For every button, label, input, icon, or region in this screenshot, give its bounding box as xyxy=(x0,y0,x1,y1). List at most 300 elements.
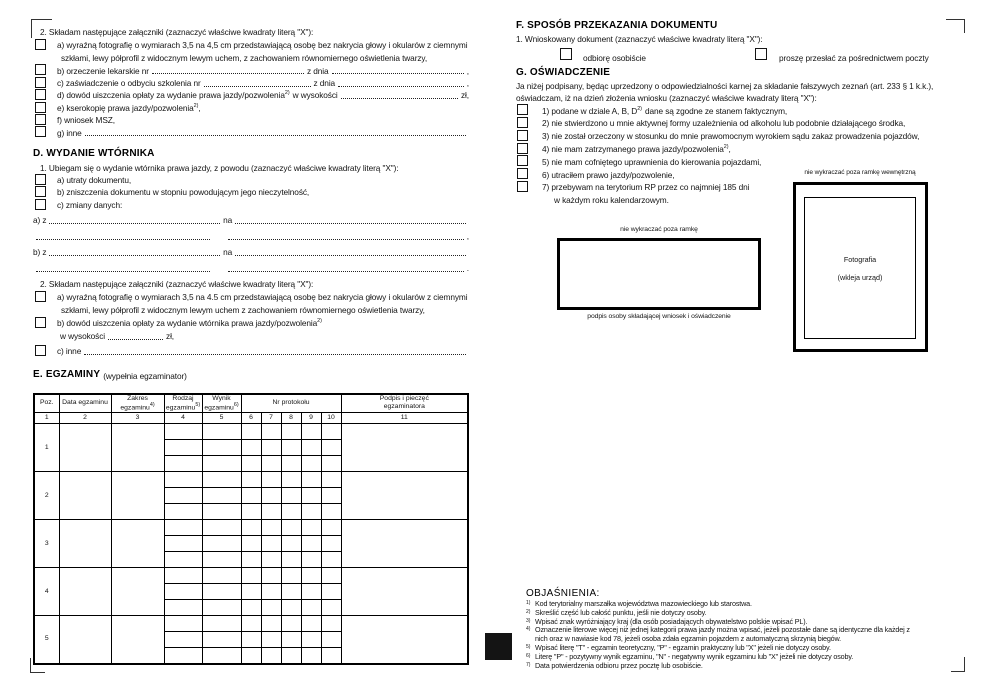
exam-cell[interactable] xyxy=(301,632,321,648)
exam-cell[interactable] xyxy=(202,584,241,600)
exam-cell[interactable] xyxy=(301,504,321,520)
exam-cell[interactable] xyxy=(202,440,241,456)
item-text: , xyxy=(466,78,469,89)
col-number: 2 xyxy=(59,413,111,424)
exam-cell[interactable] xyxy=(301,552,321,568)
exam-cell[interactable] xyxy=(261,424,281,440)
item-text: szkłami, lewy półprofil z widocznym lewym uchem z zachowaniem równomiernego oświetlenia twarzy, xyxy=(61,304,425,315)
statement-intro-2 xyxy=(516,91,968,103)
statement-item-5 xyxy=(516,154,968,167)
exam-cell[interactable] xyxy=(202,504,241,520)
exam-cell[interactable] xyxy=(321,616,341,632)
item-text: a) z xyxy=(33,214,47,225)
exam-cell[interactable] xyxy=(164,456,202,472)
exam-cell[interactable] xyxy=(202,552,241,568)
statement-item-2 xyxy=(516,115,968,128)
exam-cell[interactable] xyxy=(241,440,261,456)
exam-scope-cell[interactable] xyxy=(111,616,164,664)
exams-colnumber-row xyxy=(34,413,468,424)
exam-cell[interactable] xyxy=(261,520,281,536)
exam-cell[interactable] xyxy=(321,584,341,600)
attachments2-item-a-cont xyxy=(33,302,469,315)
col-header-wynik: Wynik egzaminu$^{6)}$ xyxy=(202,394,241,413)
exam-cell[interactable] xyxy=(202,536,241,552)
attachments2-item-c xyxy=(33,341,469,356)
item-text: , xyxy=(466,230,469,241)
footnote-ref: 2) xyxy=(317,318,322,325)
exam-cell[interactable] xyxy=(241,600,261,616)
footnote-ref: 2) xyxy=(193,103,199,110)
exam-signature-cell[interactable] xyxy=(341,424,468,472)
footnote-marker: 6) xyxy=(526,652,531,659)
item-text: z dnia xyxy=(307,65,329,76)
exam-cell[interactable] xyxy=(301,488,321,504)
footnote-text: Data potwierdzenia odbioru przez pocztę lub osobiście. xyxy=(535,660,703,670)
footnote-text: Wpisać znak wyróżniający kraj (dla osób posiadających obywatelstwo polskie wpisać PL). xyxy=(535,616,808,626)
item-text: w wysokości xyxy=(60,330,106,341)
exam-table-row xyxy=(34,616,468,632)
col-number: 7 xyxy=(261,413,281,424)
footnote-ref: 5) xyxy=(195,401,201,408)
exam-cell[interactable] xyxy=(261,568,281,584)
exam-scope-cell[interactable] xyxy=(111,568,164,616)
checkbox-attachments1-d[interactable] xyxy=(35,89,46,100)
exam-scope-cell[interactable] xyxy=(111,424,164,472)
attachments2-item-a xyxy=(33,289,469,302)
item-text: 6) utraciłem prawo jazdy/pozwolenie, xyxy=(542,169,675,180)
exam-cell[interactable] xyxy=(261,440,281,456)
exam-cell[interactable] xyxy=(321,568,341,584)
exam-cell[interactable] xyxy=(164,488,202,504)
exam-signature-cell[interactable] xyxy=(341,520,468,568)
col-number: 1 xyxy=(34,413,59,424)
exam-scope-cell[interactable] xyxy=(111,520,164,568)
exam-cell[interactable] xyxy=(301,568,321,584)
exam-cell[interactable] xyxy=(301,440,321,456)
item-text: c) zmiany danych: xyxy=(57,199,123,210)
section-intro: 2. Składam następujące załączniki (zaznaczyć właściwe kwadraty literą "X"): xyxy=(40,278,314,289)
section-heading: F. SPOSÓB PRZEKAZANIA DOKUMENTU xyxy=(516,19,718,31)
item-text: a) utraty dokumentu, xyxy=(57,175,132,186)
attachments1-item-g xyxy=(33,125,469,137)
exam-signature-cell[interactable] xyxy=(341,568,468,616)
exam-cell[interactable] xyxy=(321,456,341,472)
photo-frame xyxy=(793,182,928,352)
checkbox-attachments2-b[interactable] xyxy=(35,317,46,328)
exam-cell[interactable] xyxy=(164,568,202,584)
footnote-text: Literę "P" - pozytywny wynik egzaminu, "N" - negatywny wynik egzaminu lub "X" jeżeli nie dotyczy osoby. xyxy=(535,651,854,661)
exam-cell[interactable] xyxy=(281,632,301,648)
col-number: 11 xyxy=(341,413,468,424)
exam-cell[interactable] xyxy=(321,552,341,568)
exam-cell[interactable] xyxy=(261,456,281,472)
exam-date-cell[interactable] xyxy=(59,472,111,520)
item-text: b) z xyxy=(33,246,47,257)
exam-date-cell[interactable] xyxy=(59,568,111,616)
section-g-title xyxy=(516,64,968,78)
exam-cell[interactable] xyxy=(301,616,321,632)
exam-cell[interactable] xyxy=(241,488,261,504)
statement-intro-1 xyxy=(516,78,968,91)
footnotes-list xyxy=(526,600,924,670)
exam-cell[interactable] xyxy=(321,440,341,456)
exam-row-number: 3 xyxy=(34,520,59,568)
right-column xyxy=(516,18,968,205)
item-text: zł, xyxy=(166,330,175,341)
exam-cell[interactable] xyxy=(301,648,321,664)
exam-cell[interactable] xyxy=(164,648,202,664)
exam-cell[interactable] xyxy=(241,552,261,568)
change-line-b xyxy=(33,241,469,257)
col-number: 9 xyxy=(301,413,321,424)
exam-cell[interactable] xyxy=(301,584,321,600)
exam-cell[interactable] xyxy=(164,600,202,616)
col-number: 6 xyxy=(241,413,261,424)
section-d-title xyxy=(33,145,469,159)
checkbox-attachments1-f[interactable] xyxy=(35,114,46,125)
fill-line-new-value[interactable] xyxy=(228,239,464,240)
attachments1-item-d xyxy=(33,88,469,100)
attachments1-item-b xyxy=(33,63,469,75)
exam-table-row xyxy=(34,472,468,488)
exam-row-number: 1 xyxy=(34,424,59,472)
fill-line-old-value[interactable] xyxy=(36,271,210,272)
item-text: b) dowód uiszczenia opłaty za wydanie wtórnika prawa jazdy/pozwolenia$^{2)}$ xyxy=(57,317,322,328)
exam-row-number: 2 xyxy=(34,472,59,520)
statement-item-1 xyxy=(516,103,968,116)
crop-mark-bottom-right xyxy=(951,657,965,672)
exam-cell[interactable] xyxy=(164,424,202,440)
checkbox-statement-3[interactable] xyxy=(517,130,528,141)
attachments1-item-a-cont xyxy=(33,50,469,63)
exam-cell[interactable] xyxy=(202,520,241,536)
exam-cell[interactable] xyxy=(261,504,281,520)
exam-cell[interactable] xyxy=(281,456,301,472)
exam-cell[interactable] xyxy=(261,616,281,632)
item-text: b) orzeczenie lekarskie nr xyxy=(57,65,149,76)
footnote-marker: 7) xyxy=(526,661,531,668)
exam-cell[interactable] xyxy=(281,520,301,536)
exam-cell[interactable] xyxy=(321,488,341,504)
exam-cell[interactable] xyxy=(281,488,301,504)
section-intro: 2. Składam następujące załączniki (zaznaczyć właściwe kwadraty literą "X"): xyxy=(40,27,314,38)
exam-cell[interactable] xyxy=(261,600,281,616)
exams-header-row xyxy=(34,394,468,413)
exam-cell[interactable] xyxy=(301,456,321,472)
col-number: 10 xyxy=(321,413,341,424)
exam-row-number: 4 xyxy=(34,568,59,616)
exam-cell[interactable] xyxy=(321,648,341,664)
exam-cell[interactable] xyxy=(202,488,241,504)
exam-cell[interactable] xyxy=(261,488,281,504)
item-text: szkłami, lewy półprofil z widocznym lewym uchem, z zachowaniem równomiernego oświetlenia twarzy, xyxy=(61,53,428,64)
signature-caption: podpis osoby składającej wniosek i oświadczenie xyxy=(587,313,731,320)
footnote-ref: 4) xyxy=(149,401,155,408)
col-number: 5 xyxy=(202,413,241,424)
checkbox-delivery-personal[interactable] xyxy=(560,48,572,60)
fill-line-date[interactable] xyxy=(338,86,464,87)
footnote-item xyxy=(526,626,924,644)
exam-cell[interactable] xyxy=(164,440,202,456)
checkbox-attachments2-a[interactable] xyxy=(35,291,46,302)
exam-signature-cell[interactable] xyxy=(341,616,468,664)
exam-cell[interactable] xyxy=(301,536,321,552)
footnote-marker: 2) xyxy=(526,608,531,615)
exam-cell[interactable] xyxy=(261,584,281,600)
footnote-marker: 1) xyxy=(526,600,531,606)
section-e-title xyxy=(33,366,469,381)
section-intro: 1. Wnioskowany dokument (zaznaczyć właściwe kwadraty literą "X"): xyxy=(516,34,763,45)
checkbox-statement-6[interactable] xyxy=(517,168,528,179)
checkbox-attachments1-g[interactable] xyxy=(35,126,46,137)
statement-text: Ja niżej podpisany, będąc uprzedzony o odpowiedzialności karnej za składanie fałszywych zeznań (art. 233 § 1 k.k.), xyxy=(516,80,934,91)
attachments2-item-b xyxy=(33,315,469,328)
item-text: 7) przebywam na terytorium RP przez co najmniej 185 dni xyxy=(542,182,750,193)
exam-cell[interactable] xyxy=(241,536,261,552)
fill-line-old-value[interactable] xyxy=(49,255,220,256)
exam-cell[interactable] xyxy=(202,568,241,584)
exam-cell[interactable] xyxy=(202,632,241,648)
fill-line-other[interactable] xyxy=(84,354,466,355)
exam-cell[interactable] xyxy=(281,648,301,664)
photo-sublabel: (wkleja urząd) xyxy=(837,272,883,282)
col-header-zakres: Zakres egzaminu$^{4)}$ xyxy=(111,394,164,413)
exam-cell[interactable] xyxy=(164,632,202,648)
section-heading: D. WYDANIE WTÓRNIKA xyxy=(33,147,155,159)
item-text: 4) nie mam zatrzymanego prawa jazdy/pozwolenia$^{2)}$, xyxy=(542,143,731,154)
exam-cell[interactable] xyxy=(321,632,341,648)
exam-cell[interactable] xyxy=(281,424,301,440)
exam-cell[interactable] xyxy=(164,472,202,488)
statement-item-3 xyxy=(516,128,968,141)
exam-cell[interactable] xyxy=(281,536,301,552)
exam-cell[interactable] xyxy=(301,600,321,616)
exams-table xyxy=(33,393,469,665)
exam-cell[interactable] xyxy=(241,616,261,632)
section-heading: G. OŚWIADCZENIE xyxy=(516,66,611,78)
exam-cell[interactable] xyxy=(202,472,241,488)
fill-line-old-value[interactable] xyxy=(36,239,210,240)
exam-cell[interactable] xyxy=(164,520,202,536)
fill-line-other[interactable] xyxy=(85,135,466,136)
option-label: proszę przesłać za pośrednictwem poczty xyxy=(779,53,929,64)
col-number: 8 xyxy=(281,413,301,424)
exam-cell[interactable] xyxy=(241,520,261,536)
exam-table-row xyxy=(34,568,468,584)
checkbox-duplicate-a[interactable] xyxy=(35,174,46,185)
footnotes-section xyxy=(526,588,924,670)
col-header-poz: Poz. xyxy=(34,394,59,413)
checkbox-statement-5[interactable] xyxy=(517,155,528,166)
item-text: 1) podane w dziale A, B, $D^{2)}$ xyxy=(542,105,642,116)
item-text: c) zaświadczenie o odbyciu szkolenia nr xyxy=(57,78,201,89)
exam-cell[interactable] xyxy=(301,472,321,488)
attachments1-item-a xyxy=(33,37,469,50)
fill-line-number[interactable] xyxy=(204,86,311,87)
exam-cell[interactable] xyxy=(321,472,341,488)
exam-cell[interactable] xyxy=(321,424,341,440)
checkbox-attachments2-c[interactable] xyxy=(35,345,46,356)
footnote-text: Wpisać literę "T" - egzamin teoretyczny, "P" - egzamin praktyczny lub "X" jeżeli nie dotyczy osoby. xyxy=(535,642,831,652)
checkbox-statement-7[interactable] xyxy=(517,181,528,192)
exam-cell[interactable] xyxy=(241,648,261,664)
exam-date-cell[interactable] xyxy=(59,520,111,568)
item-text: 5) nie mam cofniętego uprawnienia do kierowania pojazdami, xyxy=(542,156,762,167)
fill-line-old-value[interactable] xyxy=(49,223,220,224)
exam-cell[interactable] xyxy=(321,536,341,552)
exam-date-cell[interactable] xyxy=(59,616,111,664)
footnote-ref: 2) xyxy=(723,144,729,151)
checkbox-attachments1-e[interactable] xyxy=(35,102,46,113)
signature-note: nie wykraczać poza ramkę xyxy=(620,226,698,233)
fill-line-date[interactable] xyxy=(332,73,464,74)
exam-signature-cell[interactable] xyxy=(341,472,468,520)
checkbox-duplicate-c[interactable] xyxy=(35,199,46,210)
duplicate-item-a xyxy=(33,172,469,184)
fill-line-amount[interactable] xyxy=(108,339,163,340)
exam-cell[interactable] xyxy=(241,632,261,648)
change-line-a xyxy=(33,210,469,225)
photo-label: Fotografia xyxy=(843,254,877,264)
exam-cell[interactable] xyxy=(281,552,301,568)
col-header-rodzaj: Rodzaj egzaminu$^{5)}$ xyxy=(165,394,201,411)
exam-cell[interactable] xyxy=(241,456,261,472)
checkbox-statement-4[interactable] xyxy=(517,143,528,154)
exam-cell[interactable] xyxy=(261,472,281,488)
fill-line-new-value[interactable] xyxy=(235,255,466,256)
photo-paste-area xyxy=(804,197,916,339)
checkbox-duplicate-b[interactable] xyxy=(35,186,46,197)
fill-line-new-value[interactable] xyxy=(228,271,464,272)
item-text: , xyxy=(466,65,469,76)
col-header-podpis: Podpis i pieczęć egzaminatora xyxy=(341,394,468,413)
exam-cell[interactable] xyxy=(281,600,301,616)
exam-cell[interactable] xyxy=(281,504,301,520)
item-text: zł, xyxy=(461,90,469,101)
attachments1-title xyxy=(33,24,469,37)
exam-cell[interactable] xyxy=(261,648,281,664)
checkbox-statement-1[interactable] xyxy=(517,104,528,115)
exam-cell[interactable] xyxy=(321,504,341,520)
exam-cell[interactable] xyxy=(164,504,202,520)
exam-cell[interactable] xyxy=(241,504,261,520)
exam-table-row xyxy=(34,520,468,536)
exam-cell[interactable] xyxy=(301,520,321,536)
exam-cell[interactable] xyxy=(241,568,261,584)
item-text: na xyxy=(223,246,233,257)
exam-date-cell[interactable] xyxy=(59,424,111,472)
exam-cell[interactable] xyxy=(202,456,241,472)
footnote-text: Skreślić część lub całość punktu, jeśli nie dotyczy osoby. xyxy=(535,607,707,617)
exam-cell[interactable] xyxy=(241,584,261,600)
fill-line-amount[interactable] xyxy=(341,98,458,99)
exam-cell[interactable] xyxy=(321,520,341,536)
exam-cell[interactable] xyxy=(164,616,202,632)
col-header-protokol: Nr protokołu xyxy=(241,394,341,413)
exam-cell[interactable] xyxy=(164,536,202,552)
exam-cell[interactable] xyxy=(281,584,301,600)
exam-cell[interactable] xyxy=(202,424,241,440)
fill-line-new-value[interactable] xyxy=(235,223,466,224)
left-column xyxy=(33,24,469,665)
footnote-ref: 6) xyxy=(233,401,239,408)
attachments1-item-c xyxy=(33,75,469,87)
checkbox-statement-2[interactable] xyxy=(517,117,528,128)
checkbox-delivery-mail[interactable] xyxy=(755,48,767,60)
attachments1-item-e xyxy=(33,100,469,112)
checkbox-attachments1-a[interactable] xyxy=(35,39,46,50)
exam-cell[interactable] xyxy=(261,632,281,648)
statement-item-4 xyxy=(516,141,968,154)
attachments2-title xyxy=(33,276,469,289)
attachments2-item-b-cont xyxy=(33,328,469,341)
change-line-b-cont xyxy=(33,257,469,273)
option-label: odbiorę osobiście xyxy=(583,53,646,64)
section-intro: 1. Ubiegam się o wydanie wtórnika prawa jazdy, z powodu (zaznaczyć właściwe kwadraty literą "X"): xyxy=(40,162,399,173)
item-text: na xyxy=(223,214,233,225)
footnote-marker: 5) xyxy=(526,643,531,650)
exam-cell[interactable] xyxy=(301,424,321,440)
exam-table-row xyxy=(34,424,468,440)
footnote-marker: 3) xyxy=(526,617,531,624)
delivery-options xyxy=(516,44,968,64)
exam-cell[interactable] xyxy=(281,472,301,488)
exam-cell[interactable] xyxy=(261,552,281,568)
item-text: w każdym roku kalendarzowym. xyxy=(554,195,669,206)
section-d-intro xyxy=(33,159,469,172)
exam-cell[interactable] xyxy=(241,424,261,440)
exam-cell[interactable] xyxy=(202,616,241,632)
item-text: 3) nie został orzeczony w stosunku do mnie prawomocnym wyrokiem sądu zakaz prowadzenia pojazdów, xyxy=(542,131,920,142)
item-text: 2) nie stwierdzono u mnie aktywnej formy uzależnienia od alkoholu lub podobnie działającego środka, xyxy=(542,118,906,129)
exam-cell[interactable] xyxy=(202,600,241,616)
footnotes-title: OBJAŚNIENIA: xyxy=(526,588,600,599)
item-text: w wysokości xyxy=(292,90,338,101)
exam-cell[interactable] xyxy=(164,552,202,568)
col-header-data: Data egzaminu xyxy=(59,394,111,413)
exam-cell[interactable] xyxy=(281,440,301,456)
section-f-intro xyxy=(516,31,968,44)
item-text: d) dowód uiszczenia opłaty za wydanie prawa jazdy/pozwolenia$^{2)}$ xyxy=(57,90,290,101)
footnote-marker: 4) xyxy=(526,626,531,633)
registration-mark xyxy=(485,633,512,660)
duplicate-item-c xyxy=(33,197,469,209)
exam-cell[interactable] xyxy=(241,472,261,488)
footnote-item xyxy=(526,662,924,671)
item-text: a) wyraźną fotografię o wymiarach 3,5 na 4.5 cm przedstawiającą osobę bez nakrycia głowy i okularów z ciemnymi xyxy=(57,291,468,302)
exam-cell[interactable] xyxy=(164,584,202,600)
exam-scope-cell[interactable] xyxy=(111,472,164,520)
exam-cell[interactable] xyxy=(261,536,281,552)
exam-cell[interactable] xyxy=(202,648,241,664)
checkbox-attachments1-c[interactable] xyxy=(35,77,46,88)
change-line-a-cont xyxy=(33,225,469,241)
checkbox-attachments1-b[interactable] xyxy=(35,64,46,75)
footnote-ref: 2) xyxy=(637,105,642,112)
photo-frame-note: nie wykraczać poza ramkę wewnętrzną xyxy=(804,169,916,176)
fill-line-number[interactable] xyxy=(152,73,304,74)
item-text: f) wniosek MSZ, xyxy=(57,115,115,126)
section-heading: E. EGZAMINY xyxy=(33,369,101,381)
signature-box[interactable] xyxy=(557,238,761,310)
footnote-ref: 2) xyxy=(284,90,290,97)
exam-cell[interactable] xyxy=(321,600,341,616)
exam-cell[interactable] xyxy=(281,616,301,632)
footnote-text: Kod terytorialny marszałka województwa mazowieckiego lub starostwa. xyxy=(535,599,752,608)
col-number: 3 xyxy=(111,413,164,424)
item-text: dane są zgodne ze stanem faktycznym, xyxy=(644,105,788,116)
exam-cell[interactable] xyxy=(281,568,301,584)
